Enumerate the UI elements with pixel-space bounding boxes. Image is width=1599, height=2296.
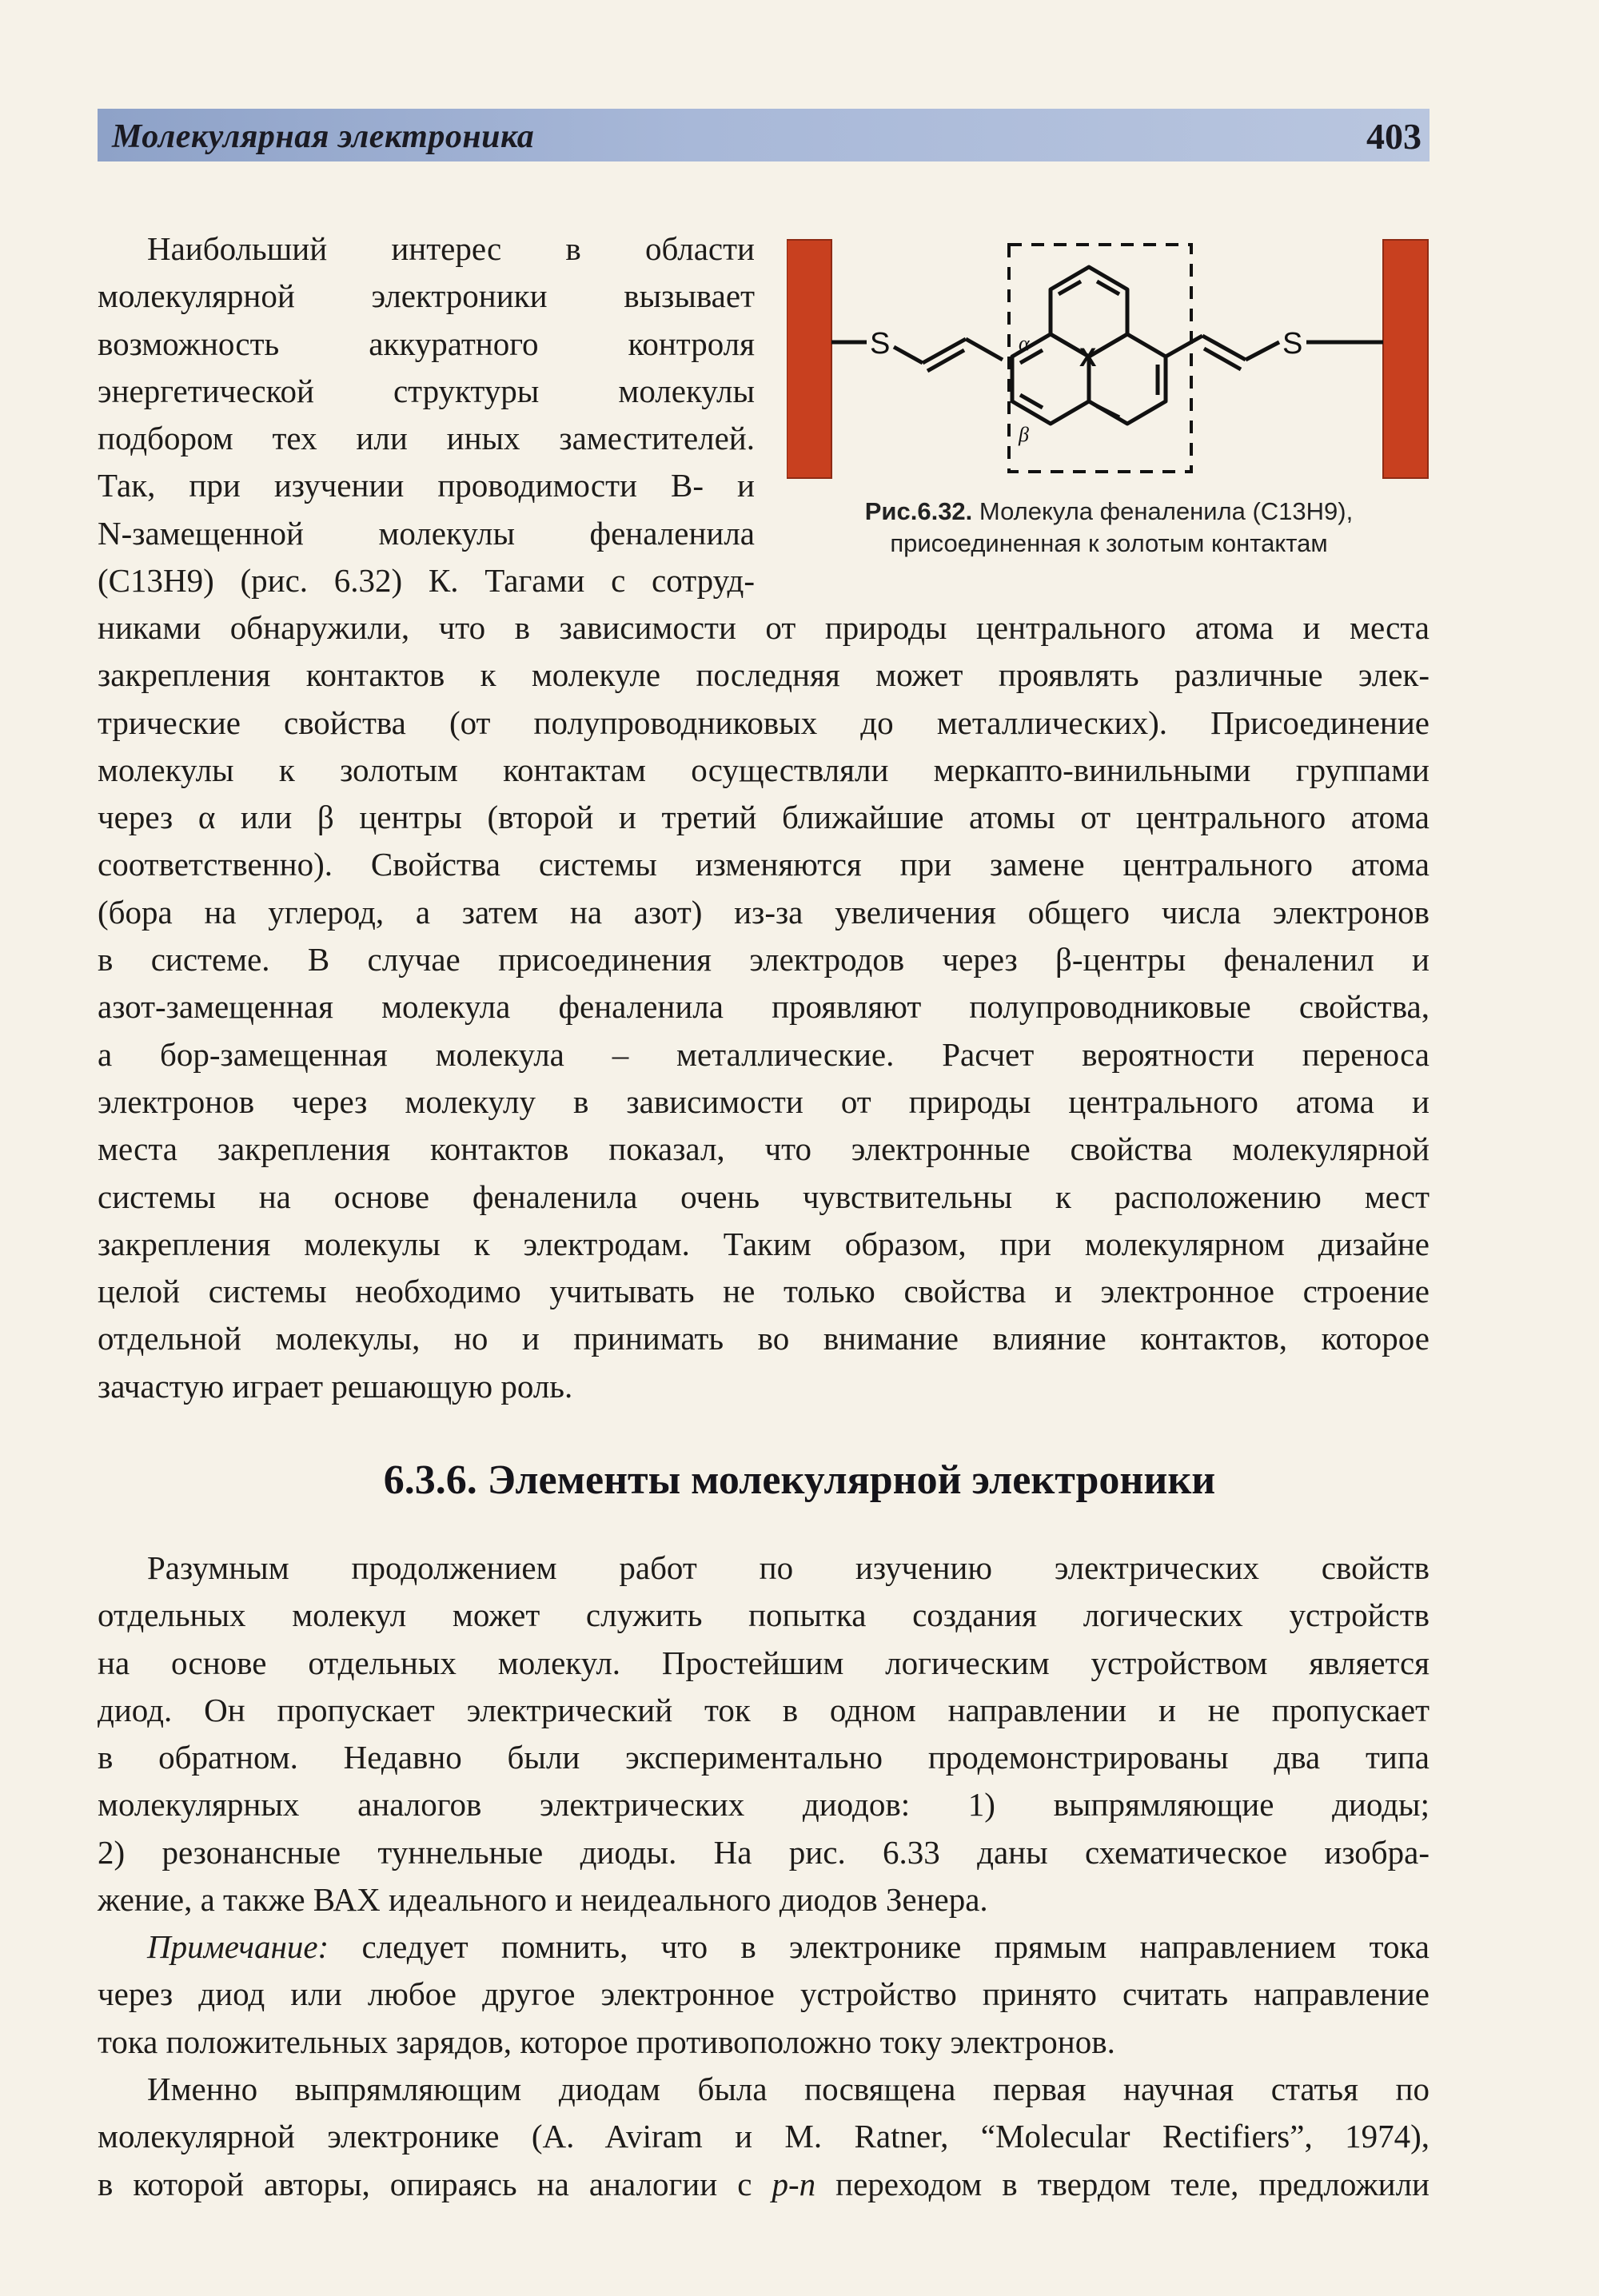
sulfur-atom-right: S — [1282, 327, 1303, 361]
text-line: молекулы к золотым контактам осуществляли меркапто-винильными группами — [98, 751, 1430, 788]
central-atom-label: X — [1079, 343, 1097, 372]
text-line: соответственно). Свойства системы изменяются при замене центрального атома — [98, 846, 1430, 883]
text-line: диод. Он пропускает электрический ток в одном направлении и не пропускает — [98, 1691, 1430, 1728]
text-line: молекулярной электроники вызывает — [98, 277, 755, 315]
text-line: целой системы необходимо учитывать не только свойства и электронное строение — [98, 1273, 1430, 1310]
text-line: в системе. В случае присоединения электродов через β-центры феналенил и — [98, 941, 1430, 979]
text-line: через α или β центры (второй и третий ближайшие атомы от центрального атома — [98, 799, 1430, 836]
caption-text: Молекула феналенила (C13H9), — [979, 497, 1354, 525]
text-line: через диод или любое другое электронное устройство принято считать направление — [98, 1975, 1430, 2013]
note-first-line-text: следует помнить, что в электронике прямым направлением тока — [329, 1928, 1430, 1965]
phenalenyl-figure — [787, 235, 1431, 491]
text-line: молекулярных аналогов электрических диодов: 1) выпрямляющие диоды; — [98, 1786, 1430, 1824]
text-line: трические свойства (от полупроводниковых до металлических). Присоединение — [98, 704, 1430, 741]
text-line: N-замещенной молекулы феналенила — [98, 514, 755, 552]
text-line: закрепления молекулы к электродам. Таким образом, при молекулярном дизайне — [98, 1225, 1430, 1262]
text-line: отдельной молекулы, но и принимать во внимание влияние контактов, которое — [98, 1320, 1430, 1357]
section-heading: 6.3.6. Элементы молекулярной электроники — [383, 1457, 1216, 1503]
text-line: азот-замещенная молекула феналенила проявляют полупроводниковые свойства, — [98, 988, 1430, 1026]
text-line: системы на основе феналенила очень чувствительны к расположению мест — [98, 1178, 1430, 1215]
text-segment: в которой авторы, опираясь на аналогии с — [98, 2165, 772, 2202]
right-gold-electrode — [1383, 240, 1428, 478]
paragraph-2 — [98, 1545, 1430, 1923]
text-line: а бор-замещенная молекула – металлические. Расчет вероятности переноса — [98, 1035, 1430, 1073]
text-line: подбором тех или иных заместителей. — [98, 420, 755, 457]
note-paragraph — [98, 1923, 1430, 2066]
note-label: Примечание: — [147, 1928, 329, 1965]
text-line: Так, при изучении проводимости B- и — [98, 467, 755, 504]
paragraph-3 — [98, 2066, 1430, 2208]
figure-caption — [787, 496, 1431, 560]
text-line: (бора на углерод, а затем на азот) из-за увеличения общего числа электронов — [98, 893, 1430, 931]
text-line: Наибольший интерес в области — [147, 230, 755, 267]
pn-junction-term: p-n — [772, 2165, 816, 2202]
text-line: закрепления контактов к молекуле последняя может проявлять различные элек- — [98, 656, 1430, 694]
paragraph-1-wrapped — [98, 225, 755, 604]
text-line: Именно выпрямляющим диодам была посвящена первая научная статья по — [147, 2071, 1430, 2107]
text-line: энергетической структуры молекулы — [98, 372, 755, 409]
text-line: зачастую играет решающую роль. — [98, 1367, 573, 1405]
caption-text-line2: присоединенная к золотым контактам — [890, 529, 1328, 557]
text-line: в обратном. Недавно были экспериментально продемонстрированы два типа — [98, 1739, 1430, 1776]
note-first-line — [98, 1923, 1430, 1971]
text-line: места закрепления контактов показал, что электронные свойства молекулярной — [98, 1130, 1430, 1168]
running-title: Молекулярная электроника — [112, 118, 535, 155]
sulfur-atom-left: S — [870, 327, 891, 361]
text-segment: переходом в твердом теле, предложили — [815, 2165, 1430, 2202]
caption-label: Рис.6.32. — [864, 497, 973, 525]
text-line: 2) резонансные туннельные диоды. На рис. 6.33 даны схематическое изобра- — [98, 1833, 1430, 1871]
text-line: на основе отдельных молекул. Простейшим логическим устройством является — [98, 1644, 1430, 1681]
text-line-with-italic — [98, 2161, 1430, 2208]
text-line: молекулярной электронике (A. Aviram и M. Ratner, “Molecular Rectifiers”, 1974), — [98, 2118, 1430, 2155]
beta-label: β — [1019, 423, 1029, 446]
text-line: жение, а также ВАХ идеального и неидеального диодов Зенера. — [98, 1881, 988, 1919]
text-line: никами обнаружили, что в зависимости от природы центрального атома и места — [98, 609, 1430, 646]
text-line: возможность аккуратного контроля — [98, 325, 755, 362]
page-number: 403 — [1366, 116, 1422, 157]
alpha-label: α — [1019, 332, 1030, 355]
left-gold-electrode — [787, 240, 831, 478]
text-line: электронов через молекулу в зависимости от природы центрального атома и — [98, 1082, 1430, 1120]
text-line: (C13H9) (рис. 6.32) К. Тагами с сотруд- — [98, 562, 755, 600]
text-line: Разумным продолжением работ по изучению электрических свойств — [147, 1549, 1430, 1586]
text-line: тока положительных зарядов, которое противоположно току электронов. — [98, 2023, 1115, 2060]
paragraph-1-full — [98, 604, 1430, 1410]
text-line: отдельных молекул может служить попытка создания логических устройств — [98, 1596, 1430, 1634]
